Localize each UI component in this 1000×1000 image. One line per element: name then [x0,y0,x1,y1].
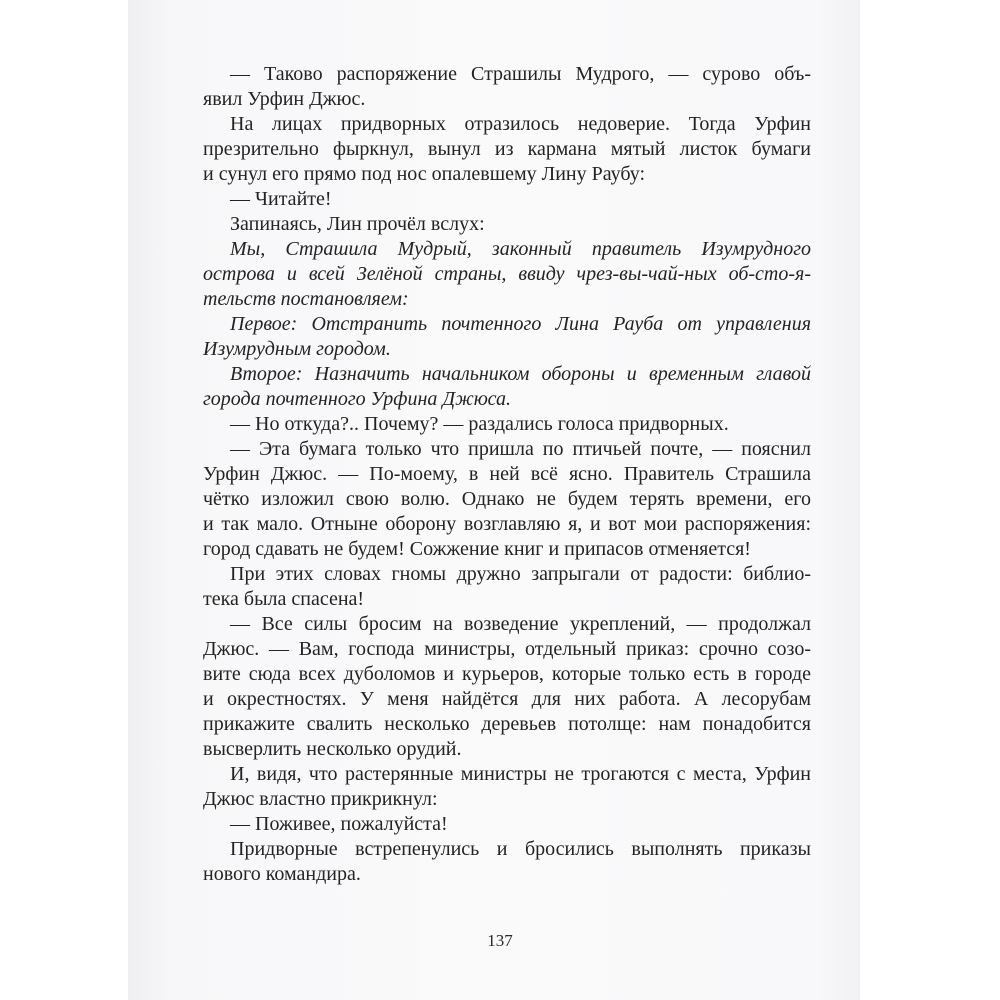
text-line: На лицах придворных отразилось недоверие. Тогда Урфин [230,113,811,135]
text-line: презрительно фыркнул, вынул из кармана мятый листок бумаги [203,138,811,160]
text-line: острова и всей Зелёной страны, ввиду чрез-вы-чай-ных об-сто-я- [203,263,811,285]
text-line: Запинаясь, Лин прочёл вслух: [230,213,485,235]
paragraph [203,812,811,837]
paragraph [203,762,811,812]
text-line: чётко изложил свою волю. Однако не будем терять времени, его [203,488,811,510]
paragraph [203,212,811,237]
text-line: — Читайте! [230,188,332,210]
text-line: — Все силы бросим на возведение укреплений, — продолжал [230,613,811,635]
body-text [203,62,811,887]
text-line: город сдавать не будем! Сожжение книг и припасов отменяется! [203,538,751,560]
text-line: и сунул его прямо под нос опалевшему Лину Раубу: [203,163,646,185]
text-line: прикажите свалить несколько деревьев потолще: нам понадобится [203,713,811,735]
text-line: нового командира. [203,863,361,885]
text-line: Мы, Страшила Мудрый, законный правитель Изумрудного [230,238,811,260]
text-line: высверлить несколько орудий. [203,738,462,760]
decree-paragraph [203,362,811,412]
decree-paragraph [203,312,811,362]
paragraph [203,837,811,887]
text-line: Первое: Отстранить почтенного Лина Рауба от управления [230,313,811,335]
text-line: При этих словах гномы дружно запрыгали от радости: библио- [230,563,811,585]
text-line: и окрестностях. У меня найдётся для них работа. А лесорубам [203,688,811,710]
paragraph [203,187,811,212]
paragraph [203,612,811,762]
paragraph [203,112,811,187]
paragraph [203,437,811,562]
paragraph [203,412,811,437]
text-line: тельств постановляем: [203,288,409,310]
text-line: Изумрудным городом. [203,338,391,360]
text-line: тека была спасена! [203,588,365,610]
text-line: Джюс властно прикрикнул: [203,788,438,810]
page-number: 137 [487,931,513,950]
text-line: Второе: Назначить начальником обороны и временным главой [230,363,811,385]
text-line: Придворные встрепенулись и бросились выполнять приказы [230,838,811,860]
paragraph [203,562,811,612]
text-line: города почтенного Урфина Джюса. [203,388,511,410]
text-line: — Эта бумага только что пришла по птичьей почте, — пояснил [230,438,811,460]
text-line: — Таково распоряжение Страшилы Мудрого, — сурово объ- [230,63,811,85]
text-line: вите сюда всех дуболомов и курьеров, которые только есть в городе [203,663,811,685]
text-line: Джюс. — Вам, господа министры, отдельный приказ: срочно созо- [203,638,811,660]
text-line: И, видя, что растерянные министры не трогаются с места, Урфин [230,763,811,785]
text-line: и так мало. Отныне оборону возглавляю я, и вот мои распоряжения: [203,513,811,535]
decree-paragraph [203,237,811,312]
text-line: — Но откуда?.. Почему? — раздались голоса придворных. [230,413,729,435]
text-line: Урфин Джюс. — По-моему, в ней всё ясно. Правитель Страшила [203,463,811,485]
text-line: — Поживее, пожалуйста! [230,813,448,835]
paragraph [203,62,811,112]
text-line: явил Урфин Джюс. [203,88,366,110]
